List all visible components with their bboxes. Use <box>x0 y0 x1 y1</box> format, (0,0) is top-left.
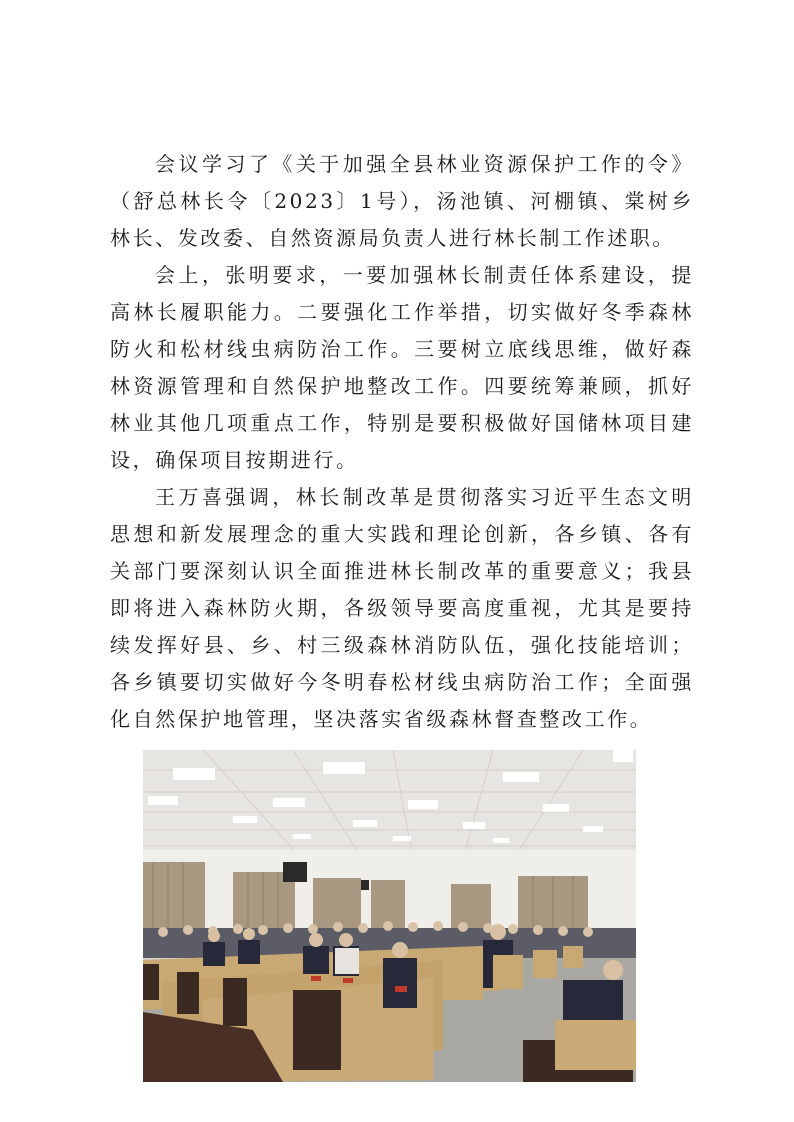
paragraph-meeting-study: 会议学习了《关于加强全县林业资源保护工作的令》（舒总林长令〔2023〕1号），汤池镇、河棚镇、棠树乡林长、发改委、自然资源局负责人进行林长制工作述职。 <box>110 152 694 250</box>
paragraph-wang-wanxi-emphasis: 王万喜强调，林长制改革是贯彻落实习近平生态文明思想和新发展理念的重大实践和理论创新，各乡镇、各有关部门要深刻认识全面推进林长制改革的重要意义；我县即将进入森林防火期，各级领导要高度重视，尤其是要持续发挥好县、乡、村三级森林消防队伍，强化技能培训；各乡镇要切实做好今冬明春松材线虫病防治工作；全面强化自然保护地管理，坚决落实省级森林督查整改工作。 <box>110 485 694 731</box>
paragraph-zhang-ming-requirements: 会上，张明要求，一要加强林长制责任体系建设，提高林长履职能力。二要强化工作举措，切实做好冬季森林防火和松材线虫病防治工作。三要树立底线思维，做好森林资源管理和自然保护地整改工作。四要统筹兼顾，抓好林业其他几项重点工作，特别是要积极做好国储林项目建设，确保项目按期进行。 <box>110 263 694 472</box>
meeting-photo-drawing <box>143 750 636 1082</box>
body-text <box>110 146 694 738</box>
meeting-hall-photo <box>143 750 636 1082</box>
